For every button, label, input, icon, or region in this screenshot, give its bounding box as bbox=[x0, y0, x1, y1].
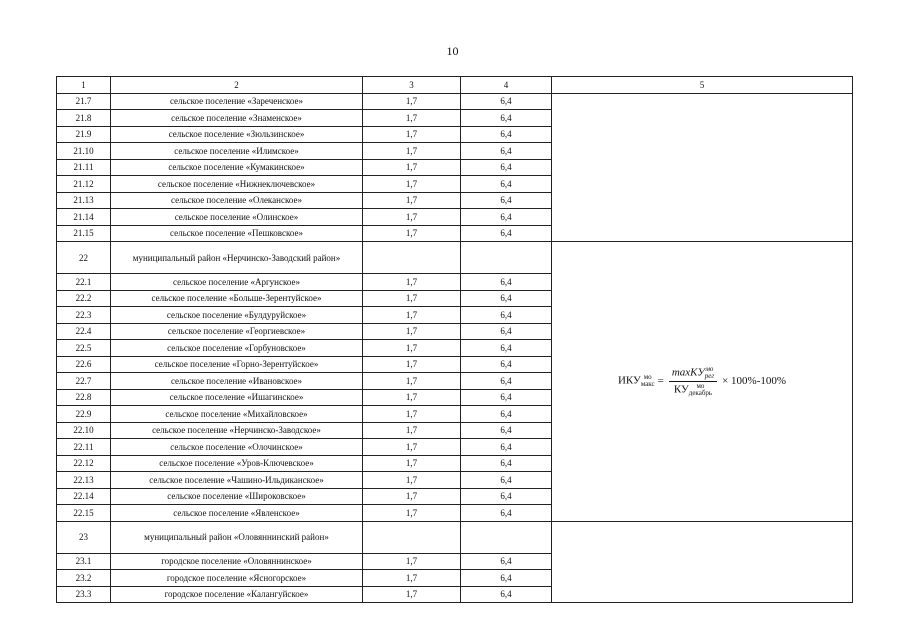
district-number: 22 bbox=[57, 242, 111, 274]
value-col3: 1,7 bbox=[363, 373, 461, 390]
row-number: 21.10 bbox=[57, 143, 111, 160]
formula-numerator: maxКУ мо рег bbox=[669, 366, 717, 382]
row-number: 22.6 bbox=[57, 356, 111, 373]
value-col3: 1,7 bbox=[363, 159, 461, 176]
merged-column-5 bbox=[552, 242, 853, 522]
row-number: 22.15 bbox=[57, 505, 111, 522]
row-number: 21.12 bbox=[57, 176, 111, 193]
settlement-name: сельское поселение «Нерчинско-Заводское» bbox=[111, 422, 363, 439]
row-number: 22.5 bbox=[57, 340, 111, 357]
value-col3: 1,7 bbox=[363, 323, 461, 340]
settlement-name: сельское поселение «Нижнеключевское» bbox=[111, 176, 363, 193]
settlement-name: городское поселение «Калангуйское» bbox=[111, 586, 363, 603]
value-col4: 6,4 bbox=[461, 110, 552, 127]
value-col4: 6,4 bbox=[461, 553, 552, 570]
value-col4: 6,4 bbox=[461, 290, 552, 307]
value-col4: 6,4 bbox=[461, 488, 552, 505]
value-col4: 6,4 bbox=[461, 472, 552, 489]
value-col4: 6,4 bbox=[461, 439, 552, 456]
value-col3: 1,7 bbox=[363, 110, 461, 127]
value-col4: 6,4 bbox=[461, 356, 552, 373]
district-row bbox=[57, 242, 853, 274]
settlement-name: сельское поселение «Кумакинское» bbox=[111, 159, 363, 176]
value-col3: 1,7 bbox=[363, 439, 461, 456]
value-col3: 1,7 bbox=[363, 553, 461, 570]
settlement-name: сельское поселение «Илимское» bbox=[111, 143, 363, 160]
row-number: 22.3 bbox=[57, 307, 111, 324]
district-col3 bbox=[363, 242, 461, 274]
value-col4: 6,4 bbox=[461, 340, 552, 357]
col-header-5: 5 bbox=[552, 77, 853, 94]
district-name: муниципальный район «Нерчинско-Заводский район» bbox=[111, 242, 363, 274]
settlement-name: сельское поселение «Знаменское» bbox=[111, 110, 363, 127]
header-row bbox=[57, 77, 853, 94]
value-col4: 6,4 bbox=[461, 373, 552, 390]
value-col3: 1,7 bbox=[363, 126, 461, 143]
settlement-name: сельское поселение «Горно-Зерентуйское» bbox=[111, 356, 363, 373]
value-col4: 6,4 bbox=[461, 570, 552, 587]
value-col4: 6,4 bbox=[461, 93, 552, 110]
table-row bbox=[57, 93, 853, 110]
row-number: 21.8 bbox=[57, 110, 111, 127]
settlement-name: сельское поселение «Ишагинское» bbox=[111, 389, 363, 406]
value-col4: 6,4 bbox=[461, 143, 552, 160]
district-col4 bbox=[461, 242, 552, 274]
value-col3: 1,7 bbox=[363, 192, 461, 209]
value-col4: 6,4 bbox=[461, 389, 552, 406]
settlement-name: сельское поселение «Георгиевское» bbox=[111, 323, 363, 340]
row-number: 21.13 bbox=[57, 192, 111, 209]
row-number: 21.14 bbox=[57, 209, 111, 226]
settlement-name: сельское поселение «Чашино-Ильдиканское» bbox=[111, 472, 363, 489]
value-col3: 1,7 bbox=[363, 93, 461, 110]
district-name: муниципальный район «Оловяннинский район» bbox=[111, 521, 363, 553]
district-col4 bbox=[461, 521, 552, 553]
row-number: 21.11 bbox=[57, 159, 111, 176]
settlement-name: сельское поселение «Ивановское» bbox=[111, 373, 363, 390]
settlement-name: сельское поселение «Больше-Зерентуйское» bbox=[111, 290, 363, 307]
district-col3 bbox=[363, 521, 461, 553]
row-number: 21.9 bbox=[57, 126, 111, 143]
table-body bbox=[57, 93, 853, 603]
value-col4: 6,4 bbox=[461, 192, 552, 209]
value-col4: 6,4 bbox=[461, 126, 552, 143]
value-col3: 1,7 bbox=[363, 356, 461, 373]
row-number: 23.2 bbox=[57, 570, 111, 587]
value-col3: 1,7 bbox=[363, 143, 461, 160]
row-number: 21.7 bbox=[57, 93, 111, 110]
formula-denominator: КУ мо декабрь bbox=[673, 381, 713, 397]
value-col4: 6,4 bbox=[461, 323, 552, 340]
settlement-name: сельское поселение «Горбуновское» bbox=[111, 340, 363, 357]
value-col3: 1,7 bbox=[363, 570, 461, 587]
settlement-name: сельское поселение «Явленское» bbox=[111, 505, 363, 522]
settlement-name: сельское поселение «Аргунское» bbox=[111, 274, 363, 291]
row-number: 22.10 bbox=[57, 422, 111, 439]
value-col4: 6,4 bbox=[461, 225, 552, 242]
value-col3: 1,7 bbox=[363, 209, 461, 226]
row-number: 22.4 bbox=[57, 323, 111, 340]
row-number: 23.3 bbox=[57, 586, 111, 603]
row-number: 22.9 bbox=[57, 406, 111, 423]
row-number: 22.7 bbox=[57, 373, 111, 390]
formula-fraction bbox=[669, 366, 717, 397]
row-number: 22.11 bbox=[57, 439, 111, 456]
value-col4: 6,4 bbox=[461, 176, 552, 193]
value-col4: 6,4 bbox=[461, 274, 552, 291]
value-col3: 1,7 bbox=[363, 274, 461, 291]
value-col3: 1,7 bbox=[363, 340, 461, 357]
value-col4: 6,4 bbox=[461, 505, 552, 522]
value-col3: 1,7 bbox=[363, 488, 461, 505]
formula-tail: × 100%-100% bbox=[722, 375, 787, 388]
row-number: 22.8 bbox=[57, 389, 111, 406]
settlement-name: сельское поселение «Зюльзинское» bbox=[111, 126, 363, 143]
row-number: 22.2 bbox=[57, 290, 111, 307]
row-number: 22.1 bbox=[57, 274, 111, 291]
page-number: 10 bbox=[446, 44, 459, 58]
value-col3: 1,7 bbox=[363, 455, 461, 472]
value-col3: 1,7 bbox=[363, 586, 461, 603]
value-col3: 1,7 bbox=[363, 290, 461, 307]
value-col3: 1,7 bbox=[363, 422, 461, 439]
value-col4: 6,4 bbox=[461, 406, 552, 423]
settlement-name: сельское поселение «Олинское» bbox=[111, 209, 363, 226]
row-number: 22.14 bbox=[57, 488, 111, 505]
col-header-3: 3 bbox=[363, 77, 461, 94]
value-col3: 1,7 bbox=[363, 307, 461, 324]
formula bbox=[618, 366, 786, 397]
value-col3: 1,7 bbox=[363, 389, 461, 406]
settlement-name: сельское поселение «Зареченское» bbox=[111, 93, 363, 110]
settlement-name: сельское поселение «Широковское» bbox=[111, 488, 363, 505]
value-col3: 1,7 bbox=[363, 176, 461, 193]
settlement-name: сельское поселение «Олочинское» bbox=[111, 439, 363, 456]
value-col4: 6,4 bbox=[461, 586, 552, 603]
col-header-4: 4 bbox=[461, 77, 552, 94]
value-col4: 6,4 bbox=[461, 307, 552, 324]
row-number: 21.15 bbox=[57, 225, 111, 242]
value-col4: 6,4 bbox=[461, 455, 552, 472]
merged-column-5 bbox=[552, 521, 853, 603]
value-col4: 6,4 bbox=[461, 209, 552, 226]
formula-lhs: ИКУ мо макс bbox=[617, 373, 655, 389]
col-header-2: 2 bbox=[111, 77, 363, 94]
settlement-name: сельское поселение «Булдуруйское» bbox=[111, 307, 363, 324]
value-col3: 1,7 bbox=[363, 225, 461, 242]
value-col3: 1,7 bbox=[363, 505, 461, 522]
settlement-name: городское поселение «Оловяннинское» bbox=[111, 553, 363, 570]
row-number: 22.13 bbox=[57, 472, 111, 489]
settlement-name: сельское поселение «Михайловское» bbox=[111, 406, 363, 423]
settlement-name: городское поселение «Ясногорское» bbox=[111, 570, 363, 587]
value-col4: 6,4 bbox=[461, 159, 552, 176]
row-number: 23.1 bbox=[57, 553, 111, 570]
merged-column-5 bbox=[552, 93, 853, 242]
row-number: 22.12 bbox=[57, 455, 111, 472]
settlement-name: сельское поселение «Уров-Ключевское» bbox=[111, 455, 363, 472]
district-row bbox=[57, 521, 853, 553]
settlement-name: сельское поселение «Пешковское» bbox=[111, 225, 363, 242]
value-col4: 6,4 bbox=[461, 422, 552, 439]
tariff-table bbox=[56, 76, 853, 603]
value-col3: 1,7 bbox=[363, 472, 461, 489]
settlement-name: сельское поселение «Олеканское» bbox=[111, 192, 363, 209]
equals-sign: = bbox=[657, 375, 664, 388]
value-col3: 1,7 bbox=[363, 406, 461, 423]
col-header-1: 1 bbox=[57, 77, 111, 94]
district-number: 23 bbox=[57, 521, 111, 553]
